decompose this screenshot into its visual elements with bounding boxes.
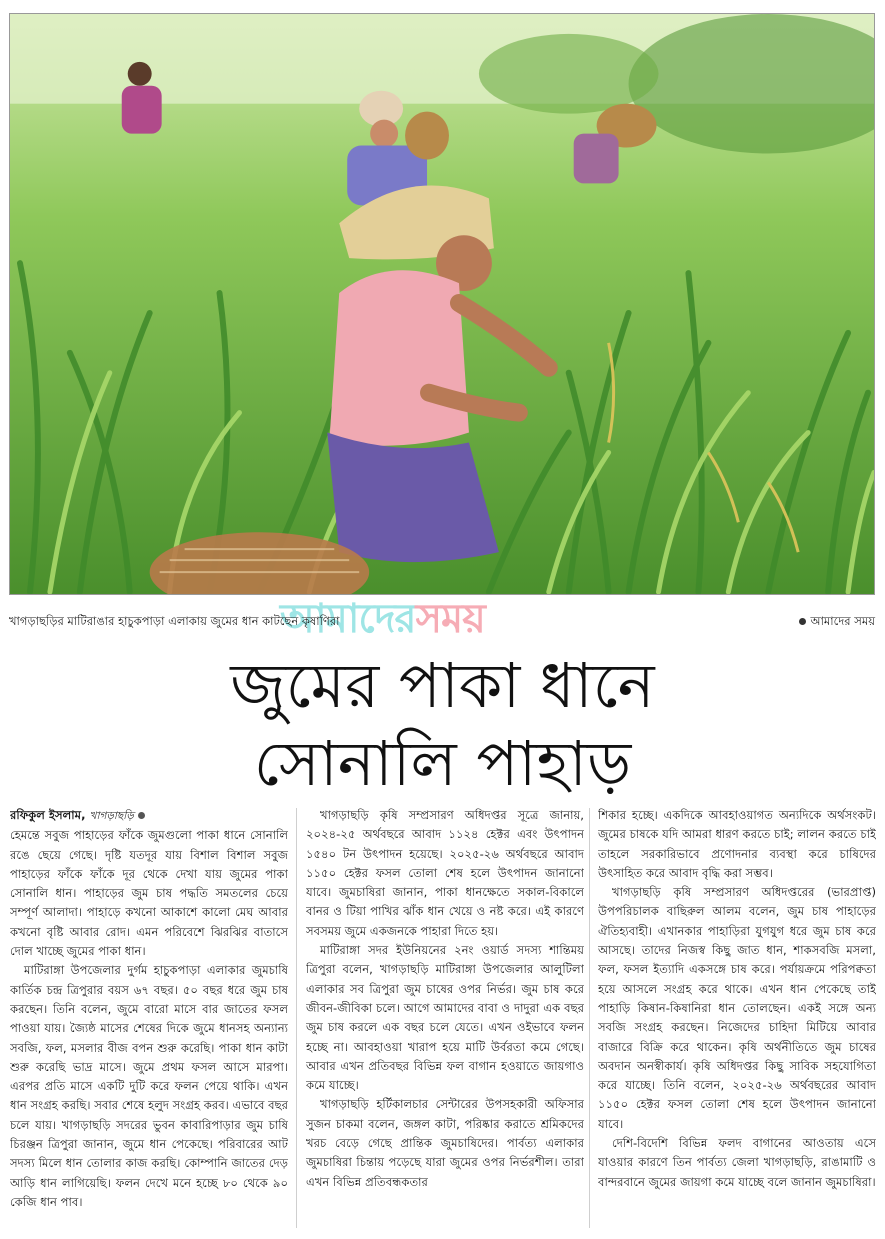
- paragraph: খাগড়াছড়ি কৃষি সম্প্রসারণ অধিদপ্তর সূত্রে জানায়, ২০২৪-২৫ অর্থবছরে আবাদ ১১২৪ হেক্টর এবং উৎপাদন ১৫৪০ টন উৎপাদন হয়েছে। ২০২৫-২৬ অর্থবছরে আবাদ ১১৫০ হেক্টর ফসল তোলা শেষ হলে উৎপাদন জানানো যাবে। জুমচাষিরা জানান, পাকা ধানক্ষেতে সকাল-বিকালে বানর ও টিয়া পাখির ঝাঁক ধান খেয়ে ও নষ্ট করে। এই কারণে সবসময় জুমে একজনকে পাহারা দিতে হয়।: [306, 808, 584, 938]
- headline-line-2: সোনালি পাহাড়: [253, 727, 632, 800]
- paragraph: মাটিরাঙ্গা উপজেলার দুর্গম হাচুকপাড়া এলাকার জুমচাষি কার্তিক চন্দ্র ত্রিপুরার বয়স ৬৭ বছর। ৫০ বছর ধরে জুম চাষ করছেন। তিনি বলেন, জুমে বারো মাসে বার জাতের ফসল পাওয়া যায়। জ্যৈষ্ঠ মাসের শেষের দিকে জুমে ধানসহ অন্যান্য সবজি, ফল, মসলার বীজ বপন শুরু করেছি। পাকা ধান কাটা শুরু করেছি ভাদ্র মাসে। জুমে প্রথম ফসল আসে মারপা। এরপর প্রতি মাসে একটি দুটি করে ফলন পেয়ে থাকি। এখন ধান সংগ্রহ করছি। সবার শেষে হলুদ সংগ্রহ করব। এভাবে বছর চলে যায়। খাগড়াছড়ি সদরের ভুবন কাবারিপাড়ার জুম চাষি চিরঞ্জন ত্রিপুরা জানান, জুমে ধান পেকেছে। পরিবারের আট সদস্য মিলে ধান তোলার কাজ করছি। কোম্পানি জাতের দেড় আড়ি ধান লাগিয়েছি। ফলন দেখে মনে হচ্ছে ৮০ থেকে ৯০ কেজি ধান পাব।: [10, 963, 288, 1209]
- column-divider: [589, 808, 590, 1228]
- watermark-part-1: আমাদের: [280, 596, 416, 642]
- paragraph: খাগড়াছড়ি হর্টিকালচার সেন্টারের উপসহকারী অফিসার সুজন চাকমা বলেন, জঙ্গল কাটা, পরিষ্কার করাতে শ্রমিকদের খরচ বেড়ে গেছে প্রান্তিক জুমচাষিদের। পার্বত্য এলাকার জুমচাষিরা চিন্তায় পড়েছে যারা জুমের ওপর নির্ভরশীল। তারা এখন বিভিন্ন প্রতিবন্ধকতার: [306, 1097, 584, 1189]
- bullet-icon: [799, 618, 806, 625]
- article-column-3: [598, 806, 876, 1234]
- watermark-part-2: সময়: [415, 596, 485, 642]
- headline-line-1: জুমের পাকা ধানে: [230, 649, 655, 722]
- article-column-1: [10, 806, 288, 1234]
- photo-credit: [799, 606, 875, 636]
- byline-place: খাগড়াছড়ি: [89, 810, 134, 822]
- byline: [10, 806, 288, 826]
- article-column-2: [306, 806, 584, 1234]
- photo-caption: খাগড়াছড়ির মাটিরাঙার হাচুকপাড়া এলাকায় জুমের ধান কাটছেন কৃষাণিরা: [9, 614, 340, 628]
- paragraph: মাটিরাঙ্গা সদর ইউনিয়নের ২নং ওয়ার্ড সদস্য শান্তিময় ত্রিপুরা বলেন, খাগড়াছড়ি মাটিরাঙ্গা উপজেলার আলুটিলা এলাকার সব ত্রিপুরা জুম চাষের ওপর নির্ভর। জুম চাষ করে জীবন-জীবিকা চলে। আগে আমাদের বাবা ও দাদুরা এক বছর জুম চাষ করলে এক বছর চলে যেতে। এখন ওইভাবে ফলন হচ্ছে না। আবহাওয়া খারাপ হয়ে মাটি উর্বরতা কমে গেছে। আবার এখন প্রতিবছর বিভিন্ন ফল বাগান হওয়াতে জায়গাও কমে যাচ্ছে।: [306, 943, 584, 1093]
- photo-jhum-harvest: [10, 14, 874, 594]
- photo-credit-text: আমাদের সময়: [810, 614, 875, 628]
- photo-caption-row: [9, 606, 875, 636]
- paragraph: শিকার হচ্ছে। একদিকে আবহাওয়াগত অন্যদিকে অর্থসংকট। জুমের চাষকে যদি আমরা ধারণ করতে চাই; লালন করতে চাই তাহলে সরকারিভাবে প্রণোদনার ব্যবস্থা করে চাষিদের উৎসাহিত করে আবাদ বৃদ্ধি করা সম্ভব।: [598, 808, 876, 880]
- byline-author: রফিকুল ইসলাম,: [10, 808, 86, 822]
- byline-bullet-icon: [138, 812, 145, 819]
- news-photo: [9, 13, 875, 595]
- paragraph: খাগড়াছড়ি কৃষি সম্প্রসারণ অধিদপ্তরের (ভারপ্রাপ্ত) উপপরিচালক বাছিরুল আলম বলেন, জুম চাষ পাহাড়ের ঐতিহ্যবাহী। এখানকার পাহাড়িরা যুগযুগ ধরে জুম চাষ করে আসছে। তাদের নিজস্ব কিছু জাত ধান, শাকসবজি মসলা, ফল, ফসল ইত্যাদি একসঙ্গে চাষ করে। পর্যায়ক্রমে পরিপক্বতা হয়ে আসলে সংগ্রহ করে থাকে। এখন ধান পেকেছে তাই পাহাড়ি কিষান-কিষানিরা ধান তোলছেন। একই সঙ্গে অন্য সবজি সংগ্রহ করছেন। নিজেদের চাহিদা মিটিয়ে আবার বাজারে বিক্রি করে থাকেন। কৃষি অর্থনীতিতে জুম চাষের অবদান অনস্বীকার্য। কৃষি অধিদপ্তর কিছু সাবিক সহযোগিতা করে যাচ্ছে। তিনি বলেন, ২০২৫-২৬ অর্থবছরের আবাদ ১১৫০ হেক্টর ফসল তোলা শেষ হলে উৎপাদন জানানো যাবে।: [598, 885, 876, 1131]
- paragraph: দেশি-বিদেশি বিভিন্ন ফলদ বাগানের আওতায় এসে যাওয়ার কারণে তিন পার্বত্য জেলা খাগড়াছড়ি, রাঙামাটি ও বান্দরবানে জুমের জায়গা কমে যাচ্ছে বলে জানান জুমচাষিরা।: [598, 1136, 876, 1189]
- column-divider: [296, 808, 297, 1228]
- paragraph: হেমন্তে সবুজ পাহাড়ের ফাঁকে জুমগুলো পাকা ধানে সোনালি রঙে ছেয়ে গেছে। দৃষ্টি যতদূর যায় বিশাল বিশাল সবুজ পাহাড়ের ফাঁকে ফাঁকে দূর থেকে দেখা যায় জুমের পাকা সোনালি ধান। পাহাড়ের জুম চাষ পদ্ধতি সমতলের চেয়ে সম্পূর্ণ আলাদা। পাহাড়ে কখনো আকাশে কালো মেঘ আবার কখনো বৃষ্টি আবার রোদ। এমন পরিবেশে ঝিরঝির বাতাসে দোল খাচ্ছে জুমের পাকা ধান।: [10, 828, 288, 959]
